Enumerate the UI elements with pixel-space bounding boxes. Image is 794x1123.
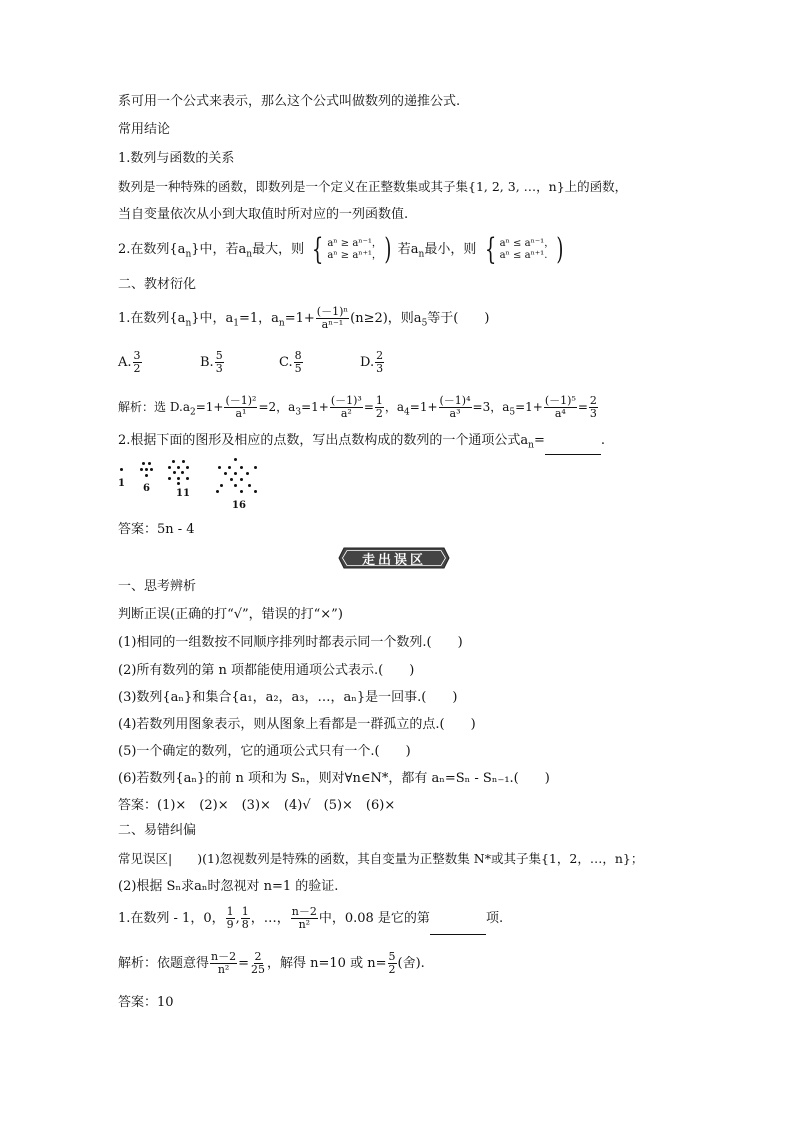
- text: =1，a: [239, 311, 279, 326]
- answer-blank: [430, 922, 486, 935]
- text-line: 数列是一种特殊的函数，即数列是一个定义在正整数集或其子集{1, 2, 3, …，n}上的函数，: [118, 179, 628, 194]
- min-condition: { aⁿ ≤ aⁿ⁻¹， aⁿ ≤ aⁿ⁺¹. ): [484, 231, 564, 267]
- solution: 解析：依题意得 $\frac{n-2}{\text{n²}}$ = $\frac{2}{25}$ ，解得 n=10 或 n= $\frac{5}{2}$ (舍).: [118, 950, 425, 976]
- answer: 答案：5n - 4: [118, 522, 195, 537]
- question: 2.根据下面的图形及相应的点数，写出点数构成的数列的一个通项公式$a_n=$ .: [118, 432, 605, 455]
- text-line: [118, 231, 566, 271]
- section-heading: 二、教材衍化: [118, 277, 197, 292]
- condition-row: aⁿ ≤ aⁿ⁻¹，: [499, 237, 555, 249]
- option-c: C. $\frac{8}{5}$: [279, 349, 302, 375]
- condition-row: aⁿ ≥ aⁿ⁺¹，: [327, 249, 382, 261]
- text: 最大，则: [252, 242, 305, 257]
- answer: 答案：10: [118, 995, 174, 1010]
- text-line: 常见误区| )(1)忽视数列是特殊的函数，其自变量为正整数集 N*或其子集{1，2，…，n}；: [118, 851, 644, 866]
- condition-row: aⁿ ≤ aⁿ⁺¹.: [499, 249, 548, 261]
- dot-figure: 1 6 11 16: [118, 460, 278, 515]
- option-a: A. $\frac{3}{2}$: [118, 349, 141, 375]
- judge-item: (2)所有数列的第 n 项都能使用通项公式表示.( ): [118, 663, 415, 678]
- subscript: 5: [421, 318, 428, 329]
- text: }中，a: [191, 311, 234, 326]
- text: 1.在数列{a: [118, 311, 186, 326]
- section-heading: 一、思考辨析: [118, 579, 197, 594]
- text-line: 系可用一个公式来表示，那么这个公式叫做数列的递推公式.: [118, 94, 461, 109]
- option-b: B. $\frac{5}{3}$: [200, 349, 223, 375]
- text: 若a: [397, 242, 419, 257]
- judge-item: (5)一个确定的数列，它的通项公式只有一个.( ): [118, 744, 411, 759]
- text: =1+: [284, 311, 315, 326]
- judge-item: (1)相同的一组数按不同顺序排列时都表示同一个数列.( ): [118, 635, 463, 650]
- judge-item: (6)若数列{aₙ}的前 n 项和为 Sₙ，则对∀n∈N*，都有 aₙ=Sₙ - Sₙ₋₁.( ): [118, 771, 550, 786]
- text-line: 当自变量依次从小到大取值时所对应的一列函数值.: [118, 207, 409, 222]
- answer-blank: [545, 442, 601, 455]
- text: (n≥2)，则a: [350, 311, 422, 326]
- text: 等于( ): [427, 311, 490, 326]
- solution: 解析：选 $D.a_2=1+$ $\frac{\text{(－1)²}}{\text{a¹}}$ =2，$a_3=1+$ $\frac{\text{(－1)³}}{\text{a²}}$ = $\frac{1}{2}$ ，$a_4=1+$ $\frac{\text{(－1)⁴}}{\text{a³}}$ =3，$a_5=1+$ $\frac{\text{(－1)⁵}}{\text{a⁴}}$ = $\frac{2}{3}$: [118, 394, 597, 420]
- text: n: [185, 249, 192, 260]
- text: }中，若a: [191, 242, 247, 257]
- section-heading: 常用结论: [118, 122, 171, 137]
- judge-item: (4)若数列用图象表示，则从图象上看都是一群孤立的点.( ): [118, 717, 476, 732]
- condition-row: aⁿ ≥ aⁿ⁻¹，: [327, 237, 382, 249]
- text: 最小，则: [424, 242, 477, 257]
- banner-title: 走出误区: [361, 553, 426, 568]
- section-heading: 二、易错纠偏: [118, 823, 197, 838]
- subscript: 1: [233, 318, 239, 329]
- question: [118, 304, 489, 339]
- text: 2.在数列{a: [118, 242, 186, 257]
- text-line: 判断正误(正确的打“√”，错误的打“×”): [118, 607, 343, 622]
- subscript: n: [278, 318, 285, 329]
- subheading: 1.数列与函数的关系: [118, 151, 235, 166]
- text-line: (2)根据 Sₙ求aₙ时忽视对 n=1 的验证.: [118, 879, 339, 894]
- subscript: n: [418, 249, 425, 260]
- judge-item: (3)数列{aₙ}和集合{a₁，a₂，a₃，…，aₙ}是一回事.( ): [118, 690, 458, 705]
- max-condition: { aⁿ ≥ aⁿ⁻¹， aⁿ ≥ aⁿ⁺¹， ): [312, 231, 392, 267]
- subscript: n: [246, 249, 253, 260]
- question: 1.在数列 - 1，0， $\frac{1}{9}$ , $\frac{1}{8}$ ，…， $\frac{n-2}{\text{n²}}$ 中，0.08 是它的第 项.: [118, 903, 503, 935]
- option-d: D. $\frac{2}{3}$: [360, 349, 384, 375]
- subscript: n: [185, 318, 192, 329]
- fraction: $\frac{\text{(－1)ⁿ}}{\text{aⁿ⁻¹}}$: [316, 305, 349, 331]
- answer: 答案：(1)× (2)× (3)× (4)√ (5)× (6)×: [118, 798, 396, 813]
